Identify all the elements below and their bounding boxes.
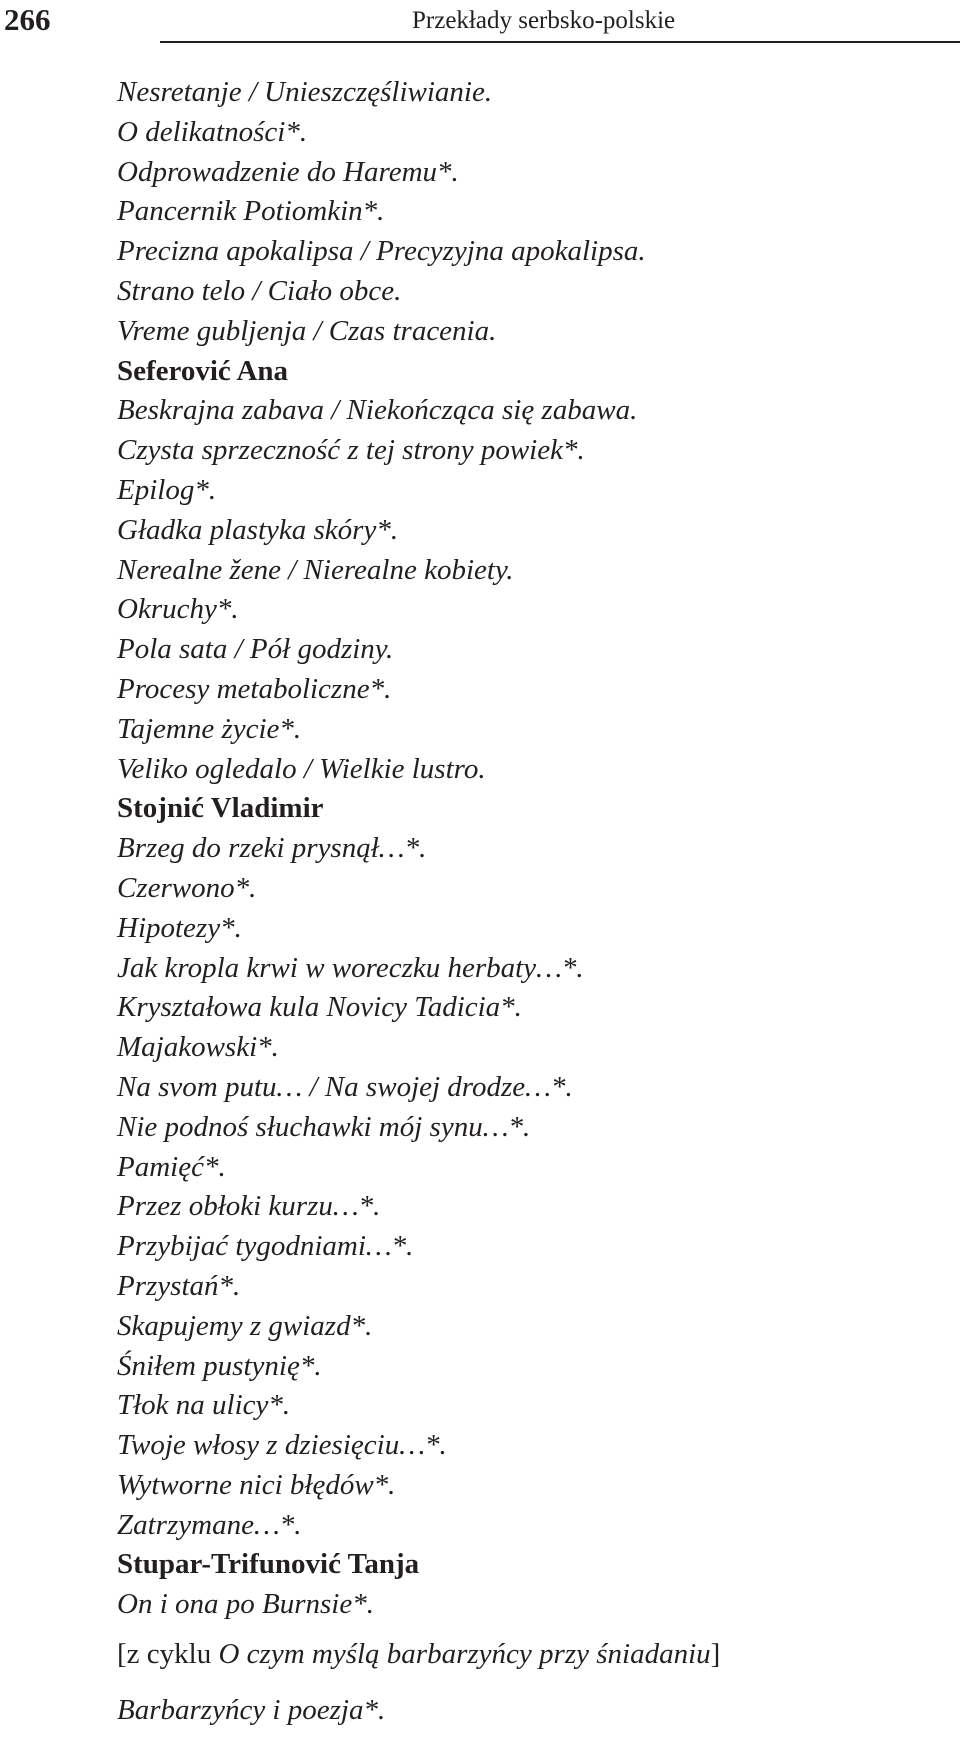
title-entry: Barbarzyńcy i poezja*. (117, 1693, 386, 1726)
title-entry: Czerwono*. (117, 871, 257, 904)
title-entry: Brzeg do rzeki prysnął…*. (117, 832, 427, 865)
title-entry: Pamięć*. (117, 1150, 226, 1183)
title-entry: Precizna apokalipsa / Precyzyjna apokalipsa. (117, 235, 646, 268)
title-entry: Kryształowa kula Novicy Tadicia*. (117, 991, 522, 1024)
title-entry: Odprowadzenie do Haremu*. (117, 155, 459, 188)
title-entry: Wytworne nici błędów*. (117, 1468, 396, 1501)
cycle-title: O czym myślą barbarzyńcy przy śniadaniu (218, 1638, 711, 1671)
author-heading: Seferović Ana (117, 354, 289, 387)
title-entry: Nerealne žene / Nierealne kobiety. (117, 553, 514, 586)
title-entry: Gładka plastyka skóry*. (117, 513, 399, 546)
title-entry: Epilog*. (117, 473, 217, 506)
title-entry: Okruchy*. (117, 593, 239, 626)
title-entry: Pola sata / Pół godziny. (117, 633, 394, 666)
title-entry: Vreme gubljenja / Czas tracenia. (117, 314, 497, 347)
cycle-close-bracket: ] (710, 1638, 721, 1671)
author-heading: Stojnić Vladimir (117, 792, 324, 825)
cycle-open-bracket: [ (117, 1638, 127, 1671)
cycle-note (117, 1635, 937, 1675)
title-entry: Tajemne życie*. (117, 712, 302, 745)
title-entry: Veliko ogledalo / Wielkie lustro. (117, 752, 486, 785)
title-entry: Na svom putu… / Na swojej drodze…*. (117, 1070, 573, 1103)
title-entry: Przybijać tygodniami…*. (117, 1230, 414, 1263)
title-entry: O delikatności*. (117, 115, 308, 148)
title-entry: Beskrajna zabava / Niekończąca się zabawa. (117, 394, 638, 427)
title-entry: Tłok na ulicy*. (117, 1389, 291, 1422)
title-entry: Nesretanje / Unieszczęśliwianie. (117, 76, 493, 108)
title-entry: Majakowski*. (117, 1031, 279, 1064)
title-entry: Procesy metaboliczne*. (117, 672, 392, 705)
title-entry: Przez obłoki kurzu…*. (117, 1190, 381, 1223)
title-entry: Skapujemy z gwiazd*. (117, 1309, 373, 1342)
title-entry: Śniłem pustynię*. (117, 1349, 322, 1382)
cycle-prefix: z cyklu (126, 1638, 219, 1671)
title-entry: Przystań*. (117, 1269, 241, 1302)
page-number: 266 (4, 2, 51, 37)
title-entry: Zatrzymane…*. (117, 1508, 302, 1541)
header-rule (160, 41, 960, 43)
running-title: Przekłady serbsko-polskie (412, 7, 676, 34)
title-entry: Hipotezy*. (117, 911, 242, 944)
title-entry: Czysta sprzeczność z tej strony powiek*. (117, 434, 585, 467)
title-entry: Strano telo / Ciało obce. (117, 274, 402, 307)
title-entry: Pancernik Potiomkin*. (117, 195, 385, 228)
page-header (0, 0, 960, 48)
title-entry: Twoje włosy z dziesięciu…*. (117, 1429, 447, 1462)
bibliography-list (117, 73, 937, 1731)
title-entry: Jak kropla krwi w woreczku herbaty…*. (117, 951, 584, 984)
author-heading: Stupar-Trifunović Tanja (117, 1548, 420, 1581)
title-entry: On i ona po Burnsie*. (117, 1588, 374, 1621)
title-entry: Nie podnoś słuchawki mój synu…*. (117, 1110, 531, 1143)
